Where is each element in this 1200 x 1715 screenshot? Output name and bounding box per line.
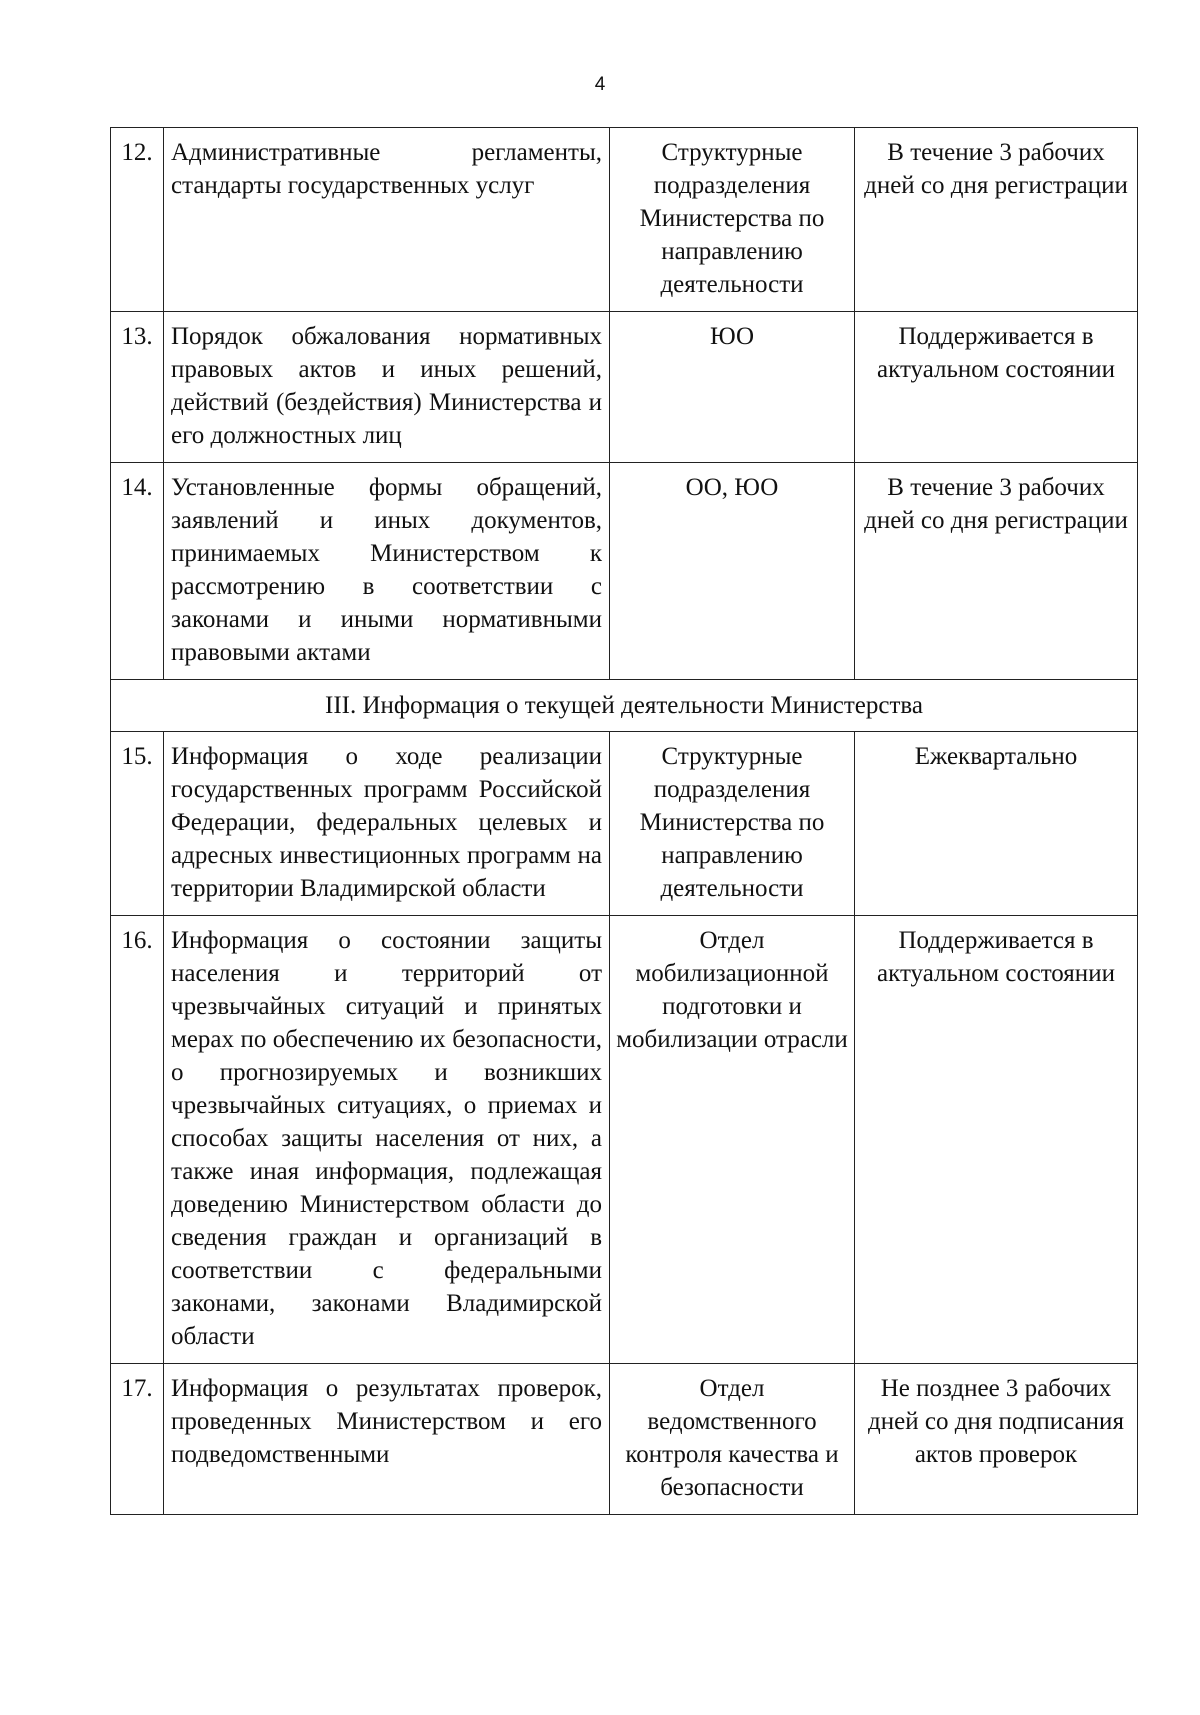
row-number: 15. bbox=[111, 732, 164, 916]
row-number: 17. bbox=[111, 1364, 164, 1515]
update-term: В течение 3 рабочих дней со дня регистрации bbox=[855, 128, 1138, 312]
information-table bbox=[110, 127, 1138, 1515]
page-number: 4 bbox=[594, 74, 606, 95]
update-term: В течение 3 рабочих дней со дня регистрации bbox=[855, 463, 1138, 680]
information-name: Порядок обжалования нормативных правовых актов и иных решений, действий (бездействия) Министерства и его должностных лиц bbox=[164, 312, 610, 463]
responsible-unit: Отдел мобилизационной подготовки и мобилизации отрасли bbox=[610, 916, 855, 1364]
information-name: Информация о ходе реализации государственных программ Российской Федерации, федеральных целевых и адресных инвестиционных программ на территории Владимирской области bbox=[164, 732, 610, 916]
update-term: Не позднее 3 рабочих дней со дня подписания актов проверок bbox=[855, 1364, 1138, 1515]
information-name: Информация о состоянии защиты населения и территорий от чрезвычайных ситуаций и принятых мерах по обеспечению их безопасности, о прогнозируемых и возникших чрезвычайных ситуациях, о приемах и способах защиты населения от них, а также иная информация, подлежащая доведению Министерством области до сведения граждан и организаций в соответствии с федеральными законами, законами Владимирской области bbox=[164, 916, 610, 1364]
table-row-14 bbox=[111, 463, 1138, 680]
row-number: 14. bbox=[111, 463, 164, 680]
update-term: Поддерживается в актуальном состоянии bbox=[855, 916, 1138, 1364]
table-row-12 bbox=[111, 128, 1138, 312]
responsible-unit: Структурные подразделения Министерства по направлению деятельности bbox=[610, 732, 855, 916]
information-name: Информация о результатах проверок, проведенных Министерством и его подведомственными bbox=[164, 1364, 610, 1515]
table-row-13 bbox=[111, 312, 1138, 463]
row-number: 13. bbox=[111, 312, 164, 463]
section-row bbox=[111, 680, 1138, 732]
update-term: Поддерживается в актуальном состоянии bbox=[855, 312, 1138, 463]
table-row-16 bbox=[111, 916, 1138, 1364]
responsible-unit: Структурные подразделения Министерства по направлению деятельности bbox=[610, 128, 855, 312]
information-name: Установленные формы обращений, заявлений и иных документов, принимаемых Министерством к рассмотрению в соответствии с законами и иными нормативными правовыми актами bbox=[164, 463, 610, 680]
responsible-unit: ЮО bbox=[610, 312, 855, 463]
row-number: 12. bbox=[111, 128, 164, 312]
responsible-unit: Отдел ведомственного контроля качества и безопасности bbox=[610, 1364, 855, 1515]
section-heading: III. Информация о текущей деятельности Министерства bbox=[111, 680, 1138, 732]
table-row-17 bbox=[111, 1364, 1138, 1515]
table-row-15 bbox=[111, 732, 1138, 916]
responsible-unit: ОО, ЮО bbox=[610, 463, 855, 680]
row-number: 16. bbox=[111, 916, 164, 1364]
update-term: Ежеквартально bbox=[855, 732, 1138, 916]
information-name: Административные регламенты, стандарты государственных услуг bbox=[164, 128, 610, 312]
